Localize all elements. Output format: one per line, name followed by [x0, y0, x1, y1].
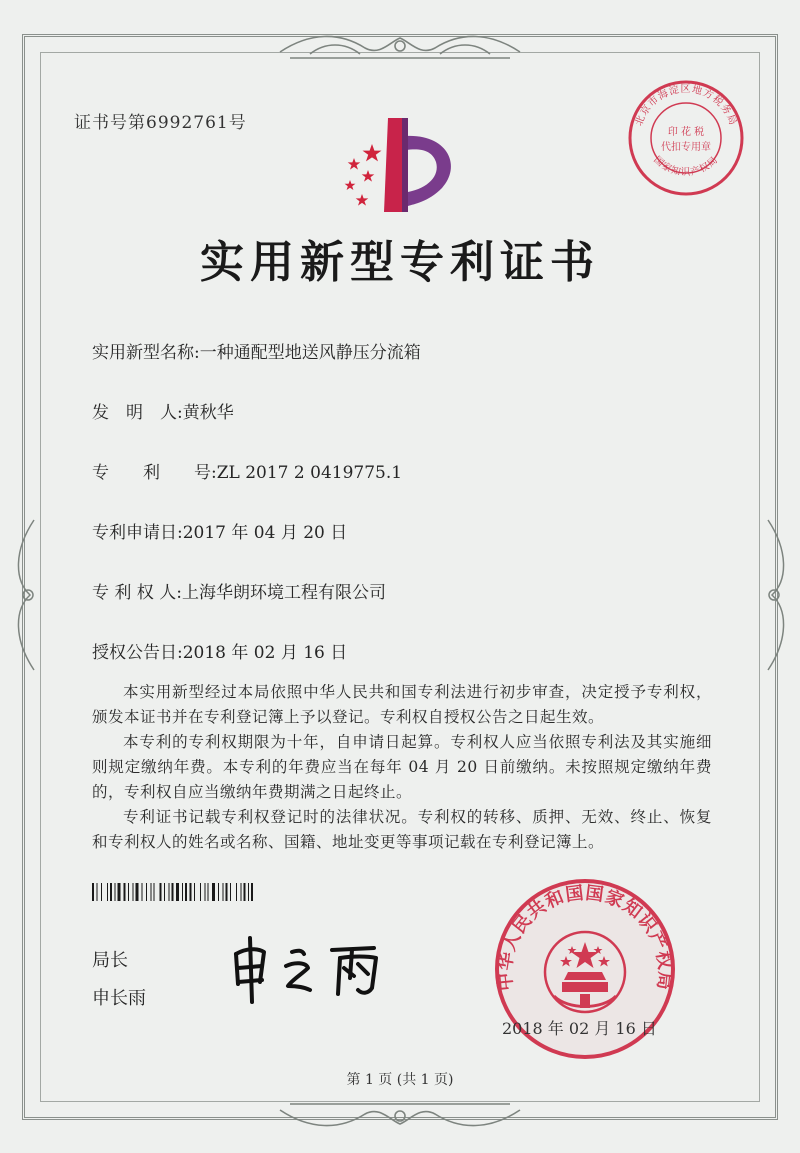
tax-stamp-outer-text: 北京市海淀区地方税务局: [633, 84, 739, 128]
field-value: 2017 年 04 月 20 日: [182, 523, 348, 543]
field-patentee: [92, 578, 386, 603]
field-label: 专 利 号:: [92, 463, 217, 483]
top-ornament: [270, 28, 530, 64]
field-label: 实用新型名称:: [92, 343, 200, 363]
field-label: 发 明 人:: [92, 403, 183, 423]
barcode-bar: [208, 883, 209, 901]
field-application-date: [92, 518, 347, 543]
barcode-bar: [218, 883, 219, 901]
barcode-bar: [205, 883, 206, 901]
official-seal-text: 中华人民共和国国家知识产权局: [494, 882, 676, 992]
barcode-bar: [194, 883, 195, 901]
svg-text:国家知识产权局: [651, 154, 720, 178]
barcode-bar: [236, 883, 237, 901]
tax-stamp-seal: [624, 76, 748, 200]
svg-text:北京市海淀区地方税务局: [633, 82, 739, 127]
field-value: 一种通配型地送风静压分流箱: [199, 343, 421, 363]
barcode-bar: [223, 883, 224, 901]
barcode-bar: [185, 883, 187, 901]
barcode-bar: [142, 883, 143, 901]
patent-office-logo: [332, 108, 482, 220]
left-ornament: [8, 510, 44, 680]
field-patent-number: [92, 458, 402, 483]
barcode-bar: [248, 883, 249, 901]
field-value: 上海华朗环境工程有限公司: [181, 583, 386, 603]
director-signature: [222, 928, 422, 1008]
barcode-bar: [115, 883, 116, 901]
tax-stamp-bottom-text: 国家知识产权局: [651, 154, 721, 179]
barcode-bar: [118, 883, 121, 901]
issue-date: 2018 年 02 月 16 日: [502, 1019, 657, 1038]
barcode-bar: [251, 883, 253, 901]
right-ornament: [758, 510, 794, 680]
barcode-bar: [241, 883, 242, 901]
field-value: 2018 年 02 月 16 日: [182, 643, 348, 663]
barcode-bar: [92, 883, 94, 901]
barcode-bar: [230, 883, 231, 901]
barcode-bar: [212, 883, 215, 901]
barcode-bar: [97, 883, 98, 901]
body-paragraph-1: 本实用新型经过本局依照中华人民共和国专利法进行初步审查，决定授予专利权，颁发本证书并在专利登记簿上予以登记。专利权自授权公告之日起生效。: [92, 683, 712, 726]
barcode-bar: [182, 883, 183, 901]
page-number: 第 1 页 (共 1 页): [346, 1072, 454, 1088]
barcode-bar: [172, 883, 174, 901]
barcode-bar: [151, 883, 152, 901]
field-value: 黄秋华: [182, 403, 234, 423]
barcode: [92, 883, 310, 901]
barcode-bar: [133, 883, 134, 901]
body-paragraph-2: 本专利的专利权期限为十年，自申请日起算。专利权人应当依照专利法及其实施细则规定缴纳年费。本专利的年费应当在每年 04 月 20 日前缴纳。未按照规定缴纳年费的，专利权自应当缴纳年费期满之日起终止。: [92, 733, 712, 801]
barcode-bar: [176, 883, 179, 901]
barcode-bar: [244, 883, 246, 901]
barcode-bar: [160, 883, 162, 901]
field-grant-announcement-date: [92, 638, 347, 663]
director-name: 申长雨: [92, 988, 146, 1009]
barcode-bar: [128, 883, 129, 901]
certificate-title: 实用新型专利证书: [200, 237, 600, 288]
barcode-bar: [164, 883, 165, 901]
field-value: ZL 2017 2 0419775.1: [216, 463, 403, 483]
field-inventor: [92, 398, 234, 423]
barcode-bar: [190, 883, 192, 901]
barcode-bar: [107, 883, 108, 901]
barcode-bar: [101, 883, 102, 901]
barcode-bar: [154, 883, 155, 901]
barcode-bar: [226, 883, 228, 901]
director-title: 局长: [92, 950, 128, 971]
tax-stamp-inner-line-2: 代扣专用章: [661, 142, 711, 153]
field-label: 授权公告日:: [92, 643, 183, 663]
barcode-bar: [146, 883, 147, 901]
field-label: 专利申请日:: [92, 523, 183, 543]
field-utility-model-name: [92, 338, 421, 363]
barcode-bar: [169, 883, 170, 901]
certificate-number: 证书号第6992761号: [74, 113, 247, 133]
bottom-ornament: [270, 1100, 530, 1134]
barcode-bar: [136, 883, 139, 901]
barcode-bar: [124, 883, 126, 901]
body-paragraph-3: 专利证书记载专利权登记时的法律状况。专利权的转移、质押、无效、终止、恢复和专利权人的姓名或名称、国籍、地址变更等事项记载在专利登记簿上。: [92, 808, 712, 851]
barcode-bar: [110, 883, 112, 901]
tax-stamp-inner-line-1: 印 花 税: [667, 127, 705, 138]
field-label: 专 利 权 人:: [92, 583, 182, 603]
barcode-bar: [200, 883, 201, 901]
